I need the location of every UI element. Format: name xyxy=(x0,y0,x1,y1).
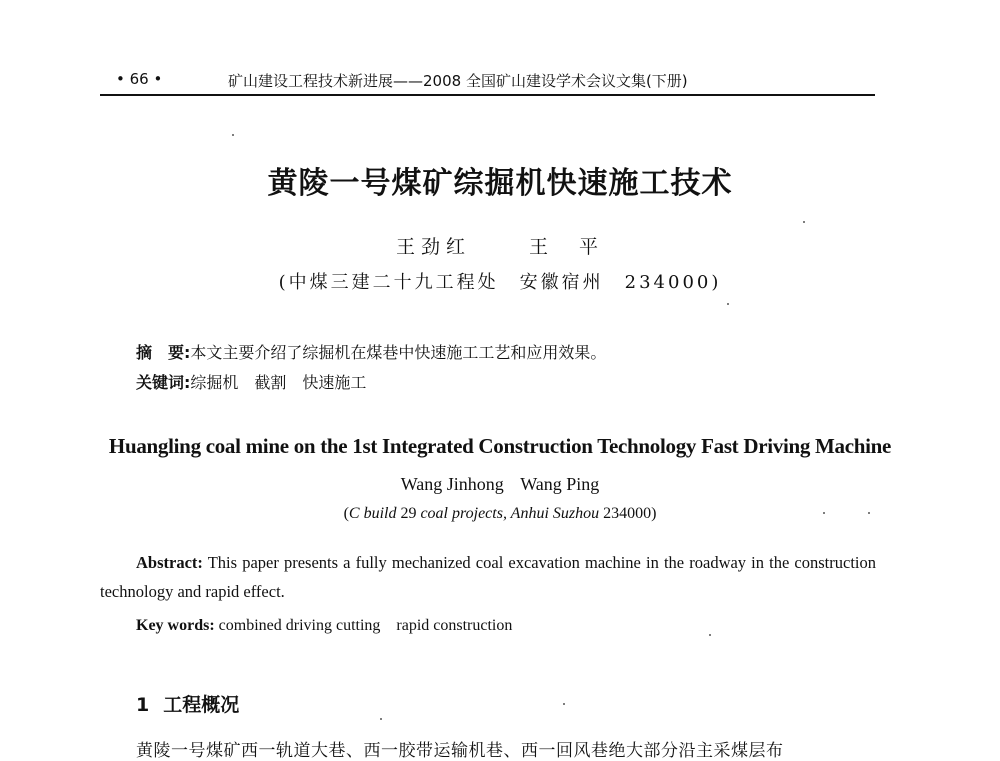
scan-speck xyxy=(563,703,565,705)
keywords-en-text: combined driving cutting rapid construction xyxy=(214,617,513,634)
keywords-zh-text: 综掘机 截割 快速施工 xyxy=(190,373,367,392)
abstract-en-text: This paper presents a fully mechanized coal excavation machine in the roadway in the construction technology and rapid effect. xyxy=(100,553,876,601)
scan-speck xyxy=(803,221,805,223)
section-title: 工程概况 xyxy=(163,694,240,716)
abstract-zh-label: 摘 要: xyxy=(136,343,191,362)
abstract-en-label: Abstract: xyxy=(136,553,203,572)
scan-speck xyxy=(727,303,729,305)
paper-title-en: Huangling coal mine on the 1st Integrated Construction Technology Fast Driving Machine xyxy=(108,434,892,458)
section-number: 1 xyxy=(136,694,150,716)
keywords-en-label: Key words: xyxy=(136,617,215,634)
author-en: Wang Ping xyxy=(520,474,600,494)
paper-title-zh: 黄陵一号煤矿综掘机快速施工技术 xyxy=(267,166,733,201)
scan-speck xyxy=(380,718,382,720)
authors-zh xyxy=(0,232,1000,259)
affiliation-en-zip: 234000) xyxy=(599,505,657,522)
affiliation-en-open: ( xyxy=(343,505,349,522)
scan-speck xyxy=(868,512,870,514)
keywords-zh-label: 关键词: xyxy=(136,373,191,392)
page-number: • 66 • xyxy=(116,70,163,88)
proceedings-title: 矿山建设工程技术新进展——2008 全国矿山建设学术会议文集(下册) xyxy=(228,72,688,90)
keywords-zh xyxy=(136,370,366,393)
affiliation-en xyxy=(0,505,1000,523)
abstract-en xyxy=(100,548,876,606)
body-text: 黄陵一号煤矿西一轨道大巷、西一胶带运输机巷、西一回风巷绝大部分沿主采煤层布 xyxy=(136,741,784,761)
author-zh: 王劲红 xyxy=(395,236,471,258)
authors-en xyxy=(0,474,1000,495)
affiliation-en-org: C build xyxy=(348,505,397,522)
scan-speck xyxy=(232,134,234,136)
running-header xyxy=(100,66,875,96)
abstract-zh xyxy=(136,340,606,363)
affiliation-zh: (中煤三建二十九工程处 安徽宿州 234000) xyxy=(278,272,722,293)
section-heading xyxy=(136,690,239,717)
affiliation-en-num: 29 xyxy=(396,505,421,522)
scan-speck xyxy=(709,634,711,636)
author-zh: 王 平 xyxy=(529,236,605,258)
abstract-zh-text: 本文主要介绍了综掘机在煤巷中快速施工工艺和应用效果。 xyxy=(190,343,607,362)
affiliation-en-place: coal projects, Anhui Suzhou xyxy=(420,505,600,522)
keywords-en xyxy=(136,612,512,635)
author-en: Wang Jinhong xyxy=(400,474,504,494)
scan-speck xyxy=(823,512,825,514)
